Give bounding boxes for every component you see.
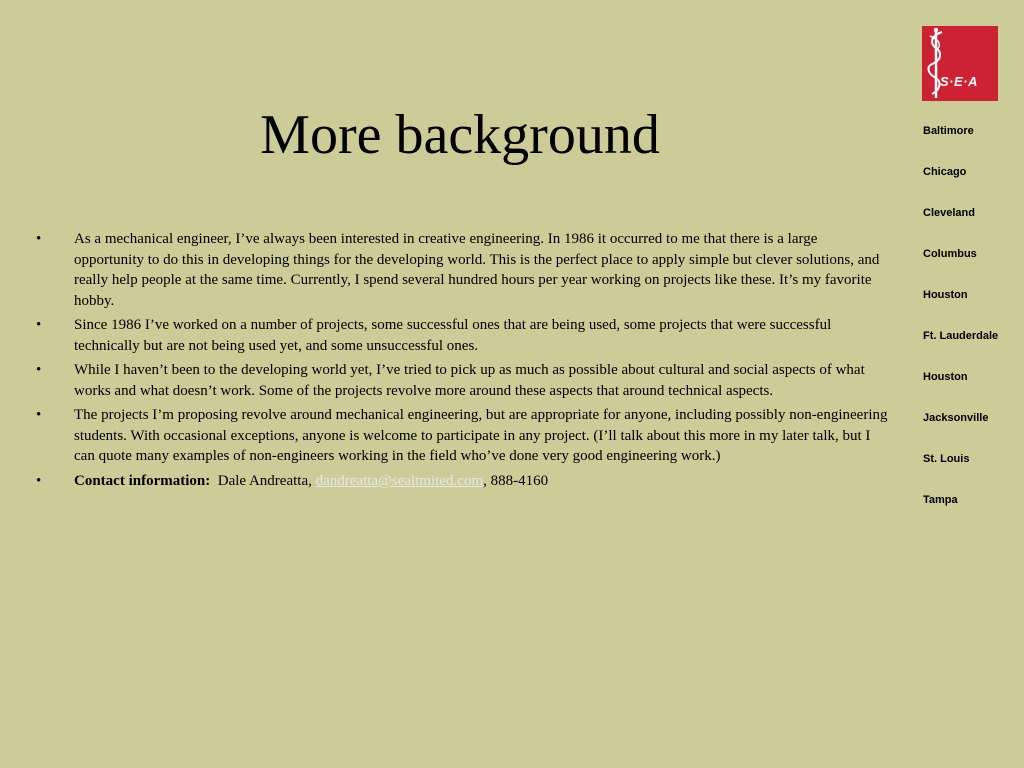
list-item bbox=[36, 229, 888, 311]
bullet-marker: • bbox=[36, 407, 42, 423]
list-item bbox=[36, 405, 888, 467]
city-label: Chicago bbox=[923, 166, 967, 178]
contact-item bbox=[36, 471, 888, 492]
city-label: Houston bbox=[923, 289, 968, 301]
list-item bbox=[36, 315, 888, 356]
contact-separator: , bbox=[483, 472, 491, 489]
bullet-list bbox=[36, 229, 888, 495]
city-label: St. Louis bbox=[923, 453, 970, 465]
city-label: Cleveland bbox=[923, 207, 975, 219]
city-label: Jacksonville bbox=[923, 412, 989, 424]
contact-name: Dale Andreatta, bbox=[217, 472, 316, 489]
office-city-list bbox=[923, 122, 998, 532]
city-label: Tampa bbox=[923, 494, 958, 506]
slide-title: More background bbox=[260, 104, 660, 166]
bullet-marker: • bbox=[36, 362, 42, 378]
contact-email-link[interactable]: dandreatta@sealtmited.com bbox=[315, 472, 484, 489]
bullet-text: As a mechanical engineer, I’ve always been interested in creative engineering. In 1986 it occurred to me that there is a large opportunity to do this in developing things for the developing world. This is the perfect place to apply simple but clever solutions, and really help people at the same time. Currently, I spend several hundred hours per year working on projects like these. It’s my favorite hobby. bbox=[74, 231, 880, 309]
bullet-text: While I haven’t been to the developing world yet, I’ve tried to pick up as much as possible about cultural and social aspects of what works and what doesn’t work. Some of the projects revolve more around these aspects that around technical aspects. bbox=[74, 362, 865, 399]
bullet-marker: • bbox=[36, 317, 42, 333]
city-label: Ft. Lauderdale bbox=[923, 330, 999, 342]
sea-logo bbox=[922, 26, 998, 101]
list-item bbox=[36, 360, 888, 401]
logo-text: S·E·A bbox=[940, 74, 978, 89]
bullet-text: The projects I’m proposing revolve around mechanical engineering, but are appropriate for anyone, including possibly non-engineering students. With occasional exceptions, anyone is welcome to participate in any project. (I’ll talk about this more in my later talk, but I can quote many examples of non-engineers working in the field who’ve done very good engineering work.) bbox=[74, 407, 888, 464]
bullet-marker: • bbox=[36, 472, 42, 489]
city-label: Baltimore bbox=[923, 125, 974, 137]
bullet-marker: • bbox=[36, 231, 42, 247]
city-label: Columbus bbox=[923, 248, 977, 260]
city-label: Houston bbox=[923, 371, 968, 383]
contact-label: Contact information: bbox=[74, 472, 211, 489]
bullet-text: Since 1986 I’ve worked on a number of projects, some successful ones that are being used, some projects that were successful technically but are not being used yet, and some unsuccessful ones. bbox=[74, 317, 832, 354]
contact-phone: 888-4160 bbox=[490, 472, 549, 489]
